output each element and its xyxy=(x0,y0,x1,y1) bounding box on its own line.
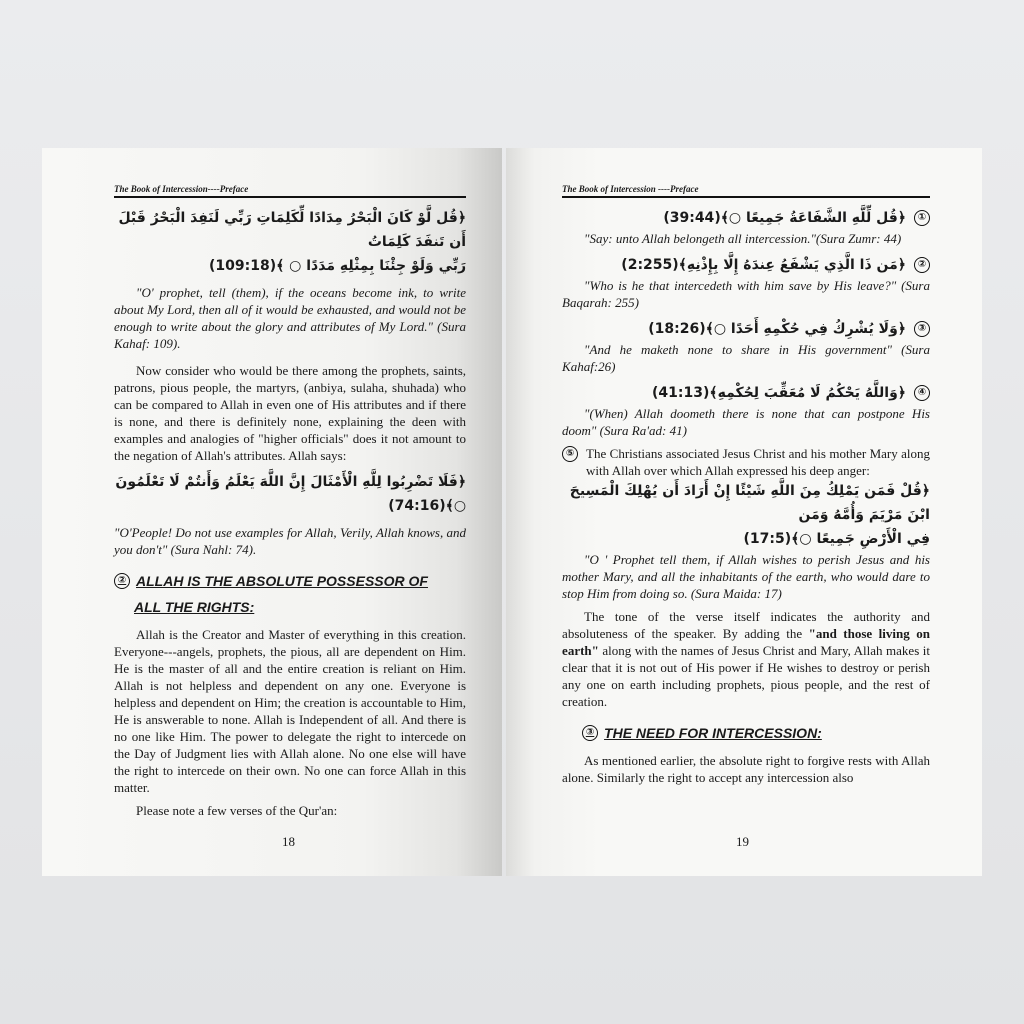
arabic-verse: ﴿وَلَا يُشْرِكُ فِي حُكْمِهِ أَحَدًا ○﴾(18:26) xyxy=(648,321,906,337)
arabic-verse-continued: فِي الْأَرْضِ جَمِيعًا ○﴾(17:5) xyxy=(743,531,930,547)
emphasis-text: "and those living on earth" xyxy=(562,626,930,658)
verse-translation: "O' prophet, tell (them), if the oceans become ink, to write about My Lord, then all of it would be exhausted, and would not be enough to write about the glory and attributes of My Lord." (Sura Kahaf: 109). xyxy=(114,285,467,351)
arabic-verse: ﴿مَن ذَا الَّذِي يَشْفَعُ عِندَهُ إِلَّا بِإِذْنِهِ﴾(2:255) xyxy=(621,257,906,273)
body-paragraph xyxy=(562,608,930,710)
verse-translation: "And he maketh none to share in His government" (Sura Kahaf:26) xyxy=(562,342,930,374)
verse-translation: "Who is he that intercedeth with him save by His leave?" (Sura Baqarah: 255) xyxy=(562,278,930,310)
verse-item xyxy=(562,317,930,341)
arabic-verse: ﴿قُل لِّلَّهِ الشَّفَاعَةُ جَمِيعًا ○﴾(39:44) xyxy=(663,210,906,226)
body-paragraph: Now consider who would be there among the prophets, saints, patrons, pious people, the martyrs, (anbiya, sulaha, shuhada) who can be compared to Allah in even one of His attributes and if there is none, and there is definitely none, explaining the deen with examples and analogies of "higher officials" does it not amount to the negation of Allah's attributes. Allah says: xyxy=(114,363,467,463)
section-heading-continued xyxy=(114,594,466,620)
item-number: ④ xyxy=(914,385,930,401)
page-header: The Book of Intercession ----Preface xyxy=(562,184,930,198)
section-number: ③ xyxy=(582,725,598,741)
right-page xyxy=(506,148,982,876)
verse-item xyxy=(562,253,930,277)
arabic-verse: ﴿قُل لَّوْ كَانَ الْبَحْرُ مِدَادًا لِّكَلِمَاتِ رَبِّي لَنَفِدَ الْبَحْرُ قَبْلَ أَن تَنفَدَ كَلِمَاتُ xyxy=(118,210,467,250)
arabic-verse: ﴿وَاللَّهُ يَحْكُمُ لَا مُعَقِّبَ لِحُكْمِهِ﴾(41:13) xyxy=(652,385,906,401)
body-paragraph: Please note a few verses of the Qur'an: xyxy=(136,803,338,818)
item-number: ⑤ xyxy=(562,446,578,462)
open-book xyxy=(42,148,982,876)
item-number: ③ xyxy=(914,321,930,337)
section-heading xyxy=(562,720,930,746)
item-number: ① xyxy=(914,210,930,226)
section-number: ② xyxy=(114,573,130,589)
body-paragraph: The Christians associated Jesus Christ and his mother Mary along with Allah over which Allah expressed his deep anger: xyxy=(586,446,930,478)
verse-translation: "(When) Allah doometh there is none that can postpone His doom" (Sura Ra'ad: 41) xyxy=(562,406,930,438)
verse-translation: "O'People! Do not use examples for Allah, Verily, Allah knows, and you don't" (Sura Nahl: 74). xyxy=(114,525,467,557)
arabic-verse-continued: رَبِّي وَلَوْ جِئْنَا بِمِثْلِهِ مَدَدًا ○ ﴾(109:18) xyxy=(208,258,467,274)
body-paragraph: Allah is the Creator and Master of everything in this creation. Everyone---angels, prophets, the pious, all are dependent on Him. He is the master of all and the entire creation is reliant on Him. Allah is not helpless and dependent on any one. Everyone is helpless and dependent on Him; the creation is accountable to Him, He is answerable to none. Allah is Independent of all. And there is no one like Him. The power to delegate the right to intercede on the Day of Judgment lies with Allah alone. No one else will have the right to intercede on their own. No one can force Allah in this matter. xyxy=(114,627,467,795)
body-paragraph: As mentioned earlier, the absolute right to forgive rests with Allah alone. Similarly the right to accept any intercession also xyxy=(562,753,930,785)
verse-translation: "O ' Prophet tell them, if Allah wishes to perish Jesus and his mother Mary, and all the inhabitants of the earth, who would dare to stop Him from doing so. (Sura Maida: 17) xyxy=(562,552,930,601)
verse-translation: "Say: unto Allah belongeth all intercession."(Sura Zumr: 44) xyxy=(584,231,902,246)
list-item xyxy=(562,445,930,479)
left-page xyxy=(42,148,502,876)
item-number: ② xyxy=(914,257,930,273)
section-heading xyxy=(114,568,466,594)
page-number: 18 xyxy=(282,834,295,849)
page-number: 19 xyxy=(736,834,750,849)
section-title-line-2: ALL THE RIGHTS: xyxy=(134,599,255,615)
section-title: THE NEED FOR INTERCESSION: xyxy=(604,725,822,741)
arabic-verse: ﴿قُلْ فَمَن يَمْلِكُ مِنَ اللَّهِ شَيْئًا إِنْ أَرَادَ أَن يُهْلِكَ الْمَسِيحَ ابْنَ مَرْيَمَ وَأُمَّهُ وَمَن xyxy=(569,483,930,523)
section-title-line-1: ALLAH IS THE ABSOLUTE POSSESSOR OF xyxy=(136,573,428,589)
verse-item xyxy=(562,381,930,405)
body-text: The tone of the verse itself indicates the authority and absoluteness of the speaker. By adding the xyxy=(562,609,930,641)
body-text: along with the names of Jesus Christ and Mary, Allah makes it clear that it is not out of His power if He wishes to destroy or perish any one on earth including prophets, pious people, and the rest of creation. xyxy=(562,643,930,709)
verse-item xyxy=(562,206,930,230)
arabic-verse: ﴿فَلَا تَضْرِبُوا لِلَّهِ الْأَمْثَالَ إِنَّ اللَّهَ يَعْلَمُ وَأَنتُمْ لَا تَعْلَمُونَ ○﴾(74:16) xyxy=(115,474,467,514)
page-header: The Book of Intercession----Preface xyxy=(114,184,466,198)
